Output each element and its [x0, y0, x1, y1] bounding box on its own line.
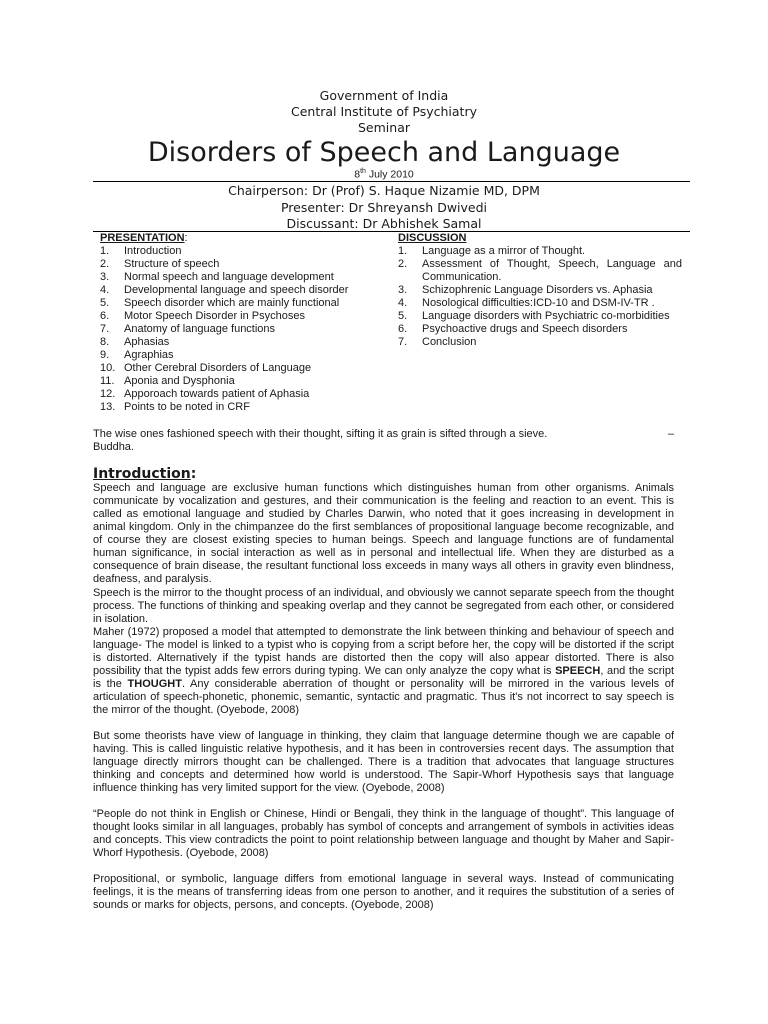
presentation-item — [100, 297, 380, 310]
presenter-line: Presenter: Dr Shreyansh Dwivedi — [280, 200, 488, 215]
discussion-list — [398, 245, 682, 349]
discussant-line: Discussant: Dr Abhishek Samal — [286, 216, 482, 231]
presentation-item-text: Apporoach towards patient of Aphasia — [124, 388, 310, 400]
presentation-item — [100, 323, 380, 336]
intro-paragraph-5-text: “People do not think in English or Chinese, Hindi or Bengali, they think in the language of thought”. This language of thought looks similar in all languages, probably has symbol of concepts and arrangement of symbols in activities ideas and concepts. This view contradicts the point to point relationship between language and thought by Maher and Sapir-Whorf Hypothesis. (Oyebode, 2008) — [93, 808, 674, 859]
discussion-item-text: Nosological difficulties:ICD-10 and DSM-IV-TR . — [422, 297, 655, 309]
seminar-date — [0, 168, 768, 181]
header-line-seminar: Seminar — [358, 120, 410, 135]
discussion-item-number: 2. — [398, 258, 408, 270]
discussion-item-number: 4. — [398, 297, 408, 309]
intro-paragraph-4 — [93, 730, 674, 795]
discussion-item-text: Language as a mirror of Thought. — [422, 245, 586, 257]
document-title: Disorders of Speech and Language — [147, 137, 621, 168]
intro-paragraph-2 — [93, 587, 674, 626]
presentation-item-text: Points to be noted in CRF — [124, 401, 250, 413]
discussion-item — [398, 297, 682, 310]
discussion-item-text: Assessment of Thought, Speech, Language and Communication. — [422, 258, 682, 283]
presentation-item-text: Structure of speech — [124, 258, 220, 270]
presentation-item — [100, 401, 380, 414]
p3-bold-speech: SPEECH — [555, 665, 601, 677]
discussion-item-number: 6. — [398, 323, 408, 335]
header-line-institute: Central Institute of Psychiatry — [291, 104, 477, 119]
date-month-year: July 2010 — [365, 168, 414, 181]
presentation-item-number: 1. — [100, 245, 110, 257]
presentation-item-number: 12. — [100, 388, 116, 400]
presentation-item — [100, 310, 380, 323]
p3-part-c: . Any considerable aberration of thought or personality will be mirrored in the various levels of articulation of speech-phonetic, phonemic, semantic, syntactic and pragmatic. Thus it's not incorrect to say speech is the mirror of the thought. (Oyebode, 2008) — [93, 678, 674, 716]
discussion-item — [398, 323, 682, 336]
introduction-heading-text: Introduction — [93, 466, 191, 482]
presentation-item-number: 7. — [100, 323, 110, 335]
presentation-item-text: Anatomy of language functions — [124, 323, 276, 335]
presentation-item-number: 13. — [100, 401, 116, 413]
presentation-item-number: 9. — [100, 349, 110, 361]
chairperson-line: Chairperson: Dr (Prof) S. Haque Nizamie MD, DPM — [228, 183, 540, 198]
presentation-item — [100, 258, 380, 271]
presentation-item-text: Speech disorder which are mainly functional — [124, 297, 340, 309]
presentation-item-number: 10. — [100, 362, 116, 374]
discussion-heading: DISCUSSION — [398, 232, 467, 244]
presentation-item-number: 4. — [100, 284, 110, 296]
intro-paragraph-1-text: Speech and language are exclusive human functions which distinguishes human from other organisms. Animals communicate by vocalization and gestures, and their communication is the feeling and reaction to an event. This is called as emotional language and studied by Charles Darwin, who noted that it goes increasing in development in animal kingdom. Only in the chimpanzee do the first semblances of propositional language become recognizable, and of course they are closest existing species to human beings. Speech and language functions are of fundamental human significance, in social interaction as well as in personal and intellectual life. When they are disturbed as a consequence of brain disease, the resultant functional loss exceeds in many ways all others in gravity even blindness, deafness, and paralysis. — [93, 482, 674, 585]
presentation-item-text: Other Cerebral Disorders of Language — [124, 362, 312, 374]
presentation-item-number: 5. — [100, 297, 110, 309]
presentation-item-text: Developmental language and speech disorder — [124, 284, 349, 296]
discussion-item — [398, 245, 682, 258]
buddha-quote — [93, 428, 674, 453]
presentation-item — [100, 388, 380, 401]
presentation-item-number: 3. — [100, 271, 110, 283]
discussion-item — [398, 258, 682, 284]
date-day: 8 — [354, 168, 361, 181]
quote-author: Buddha. — [93, 440, 134, 453]
p3-part-a: Maher (1972) proposed a model that attempted to demonstrate the link between thinking and behaviour of speech and language- The model is linked to a typist who is copying from a script before her, the copy will be distorted if the script is distorted. Alternatively if the typist hands are distorted then the copy will also appear distorted. There is also possibility that the typist adds few errors during typing. We can only analyze the copy what is — [93, 626, 674, 677]
discussion-item-number: 5. — [398, 310, 408, 322]
discussion-item-number: 1. — [398, 245, 408, 257]
presentation-item-number: 2. — [100, 258, 110, 270]
presentation-item — [100, 271, 380, 284]
presentation-item-text: Introduction — [124, 245, 182, 257]
intro-paragraph-3 — [93, 626, 674, 717]
intro-paragraph-5 — [93, 808, 674, 860]
presentation-item — [100, 362, 380, 375]
presentation-item-text: Aponia and Dysphonia — [124, 375, 235, 387]
introduction-heading — [93, 466, 196, 482]
discussion-item-number: 7. — [398, 336, 408, 348]
presentation-heading — [100, 232, 380, 245]
introduction-heading-colon: : — [190, 466, 197, 482]
discussion-section — [398, 232, 682, 349]
discussion-item-text: Psychoactive drugs and Speech disorders — [422, 323, 628, 335]
presentation-section — [100, 232, 380, 414]
intro-paragraph-3-text — [93, 626, 674, 717]
p3-bold-thought: THOUGHT — [127, 678, 182, 690]
quote-text: The wise ones fashioned speech with their thought, sifting it as grain is sifted through a sieve. — [93, 428, 548, 440]
presentation-item — [100, 336, 380, 349]
intro-paragraph-4-text: But some theorists have view of language in thinking, they claim that language determine though we are capable of having. This is called linguistic relative hypothesis, and it has been in controversies recent days. The assumption that language directly mirrors thought can be challenged. There is a tradition that advocates that language structures thinking and concepts and determined how world is understood. The Sapir-Whorf Hypothesis says that language influence thinking has very limited support for the view. (Oyebode, 2008) — [93, 730, 674, 794]
discussion-item-text: Language disorders with Psychiatric co-morbidities — [422, 310, 670, 322]
presentation-item-text: Aphasias — [124, 336, 170, 348]
intro-paragraph-6-text: Propositional, or symbolic, language differs from emotional language in several ways. Instead of communicating feelings, it is the means of transferring ideas from one person to another, and it requires the substitution of a series of sounds or marks for objects, persons, and concepts. (Oyebode, 2008) — [93, 873, 674, 911]
discussion-item — [398, 310, 682, 323]
presentation-item-text: Agraphias — [124, 349, 174, 361]
discussion-item-text: Conclusion — [422, 336, 477, 348]
presentation-item-text: Motor Speech Disorder in Psychoses — [124, 310, 305, 322]
presentation-item-number: 11. — [100, 375, 115, 387]
intro-paragraph-2-text: Speech is the mirror to the thought process of an individual, and obviously we cannot separate speech from the thought process. The functions of thinking and speaking overlap and they cannot be segregated from each other, or considered in isolation. — [93, 587, 674, 625]
discussion-item — [398, 336, 682, 349]
presentation-item — [100, 245, 380, 258]
presentation-item — [100, 284, 380, 297]
presentation-item-number: 6. — [100, 310, 110, 322]
presentation-item-number: 8. — [100, 336, 110, 348]
p3-part-b: , and the script is the — [93, 665, 674, 690]
presentation-list — [100, 245, 380, 414]
intro-paragraph-6 — [93, 873, 674, 912]
presentation-item — [100, 375, 380, 388]
presentation-heading-text: PRESENTATION — [100, 232, 185, 244]
header-line-government: Government of India — [319, 88, 449, 103]
quote-dash: – — [667, 428, 674, 440]
presentation-item-text: Normal speech and language development — [124, 271, 334, 283]
discussion-item-text: Schizophrenic Language Disorders vs. Aphasia — [422, 284, 653, 296]
divider-top — [93, 181, 690, 182]
discussion-item-number: 3. — [398, 284, 408, 296]
discussion-item — [398, 284, 682, 297]
intro-paragraph-1 — [93, 482, 674, 586]
presentation-item — [100, 349, 380, 362]
date-ordinal: th — [360, 168, 366, 175]
presentation-heading-colon: : — [184, 232, 188, 244]
